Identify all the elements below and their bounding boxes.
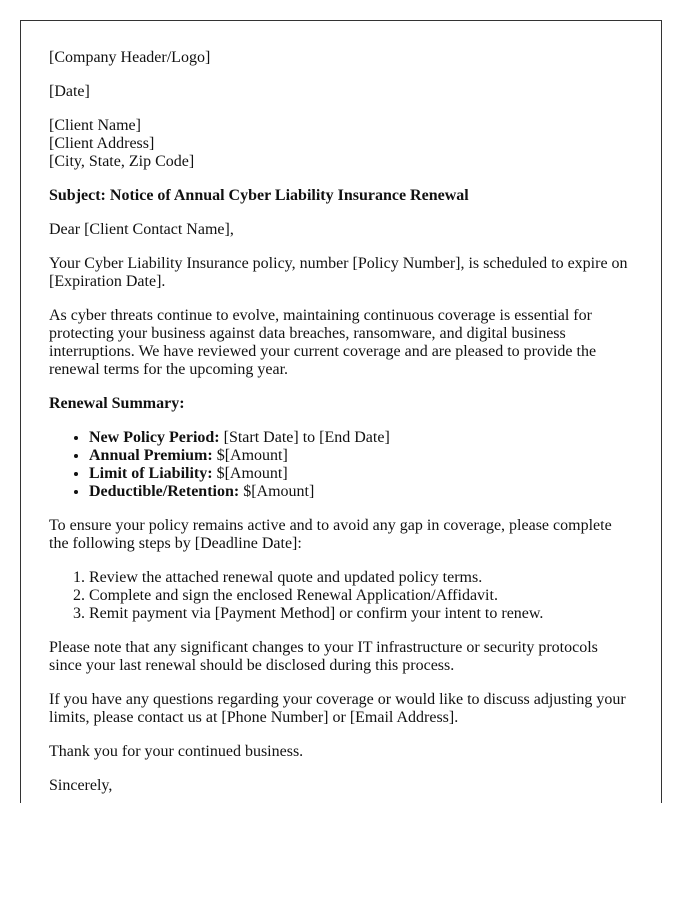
renewal-steps-list [49, 569, 632, 623]
disclosure-paragraph: Please note that any significant changes to your IT infrastructure or security protocols since your last renewal should be disclosed during this process. [49, 639, 598, 674]
closing: Sincerely, [49, 777, 113, 794]
summary-item-value: [Start Date] to [End Date] [219, 429, 390, 446]
step-item: 1. Review the attached renewal quote and updated policy terms. [89, 569, 632, 587]
summary-item-label: Deductible/Retention: [89, 483, 240, 500]
salutation: Dear [Client Contact Name], [49, 221, 234, 238]
summary-item-value: $[Amount] [212, 447, 288, 464]
summary-item-label: Limit of Liability: [89, 465, 213, 482]
summary-item-deductible [89, 483, 632, 501]
letter-page [20, 20, 662, 803]
step-item: 2. Complete and sign the enclosed Renewal Application/Affidavit. [89, 587, 632, 605]
recipient-name: [Client Name] [49, 117, 141, 134]
summary-item-label: New Policy Period: [89, 429, 220, 446]
recipient-block [49, 117, 632, 171]
context-paragraph: As cyber threats continue to evolve, maintaining continuous coverage is essential for protecting your business against data breaches, ransomware, and digital business interruptions. We have reviewed your current coverage and are pleased to provide the renewal terms for the upcoming year. [49, 307, 597, 378]
step-item: 3. Remit payment via [Payment Method] or confirm your intent to renew. [89, 605, 632, 623]
summary-item-label: Annual Premium: [89, 447, 213, 464]
company-header: [Company Header/Logo] [49, 49, 211, 66]
steps-intro-paragraph: To ensure your policy remains active and to avoid any gap in coverage, please complete the following steps by [Deadline Date]: [49, 517, 612, 552]
recipient-address: [Client Address] [49, 135, 155, 152]
summary-item-value: $[Amount] [239, 483, 315, 500]
renewal-summary-heading: Renewal Summary: [49, 395, 185, 412]
summary-item-policy-period [89, 429, 632, 447]
intro-paragraph: Your Cyber Liability Insurance policy, number [Policy Number], is scheduled to expire on [Expiration Date]. [49, 255, 628, 290]
summary-item-value: $[Amount] [212, 465, 288, 482]
contact-paragraph: If you have any questions regarding your coverage or would like to discuss adjusting your limits, please contact us at [Phone Number] or [Email Address]. [49, 691, 626, 726]
letter-date: [Date] [49, 83, 90, 100]
summary-item-annual-premium [89, 447, 632, 465]
subject-line: Subject: Notice of Annual Cyber Liability Insurance Renewal [49, 187, 469, 204]
thanks-paragraph: Thank you for your continued business. [49, 743, 304, 760]
recipient-city-state-zip: [City, State, Zip Code] [49, 153, 195, 170]
renewal-summary-list [49, 429, 632, 501]
summary-item-limit-of-liability [89, 465, 632, 483]
